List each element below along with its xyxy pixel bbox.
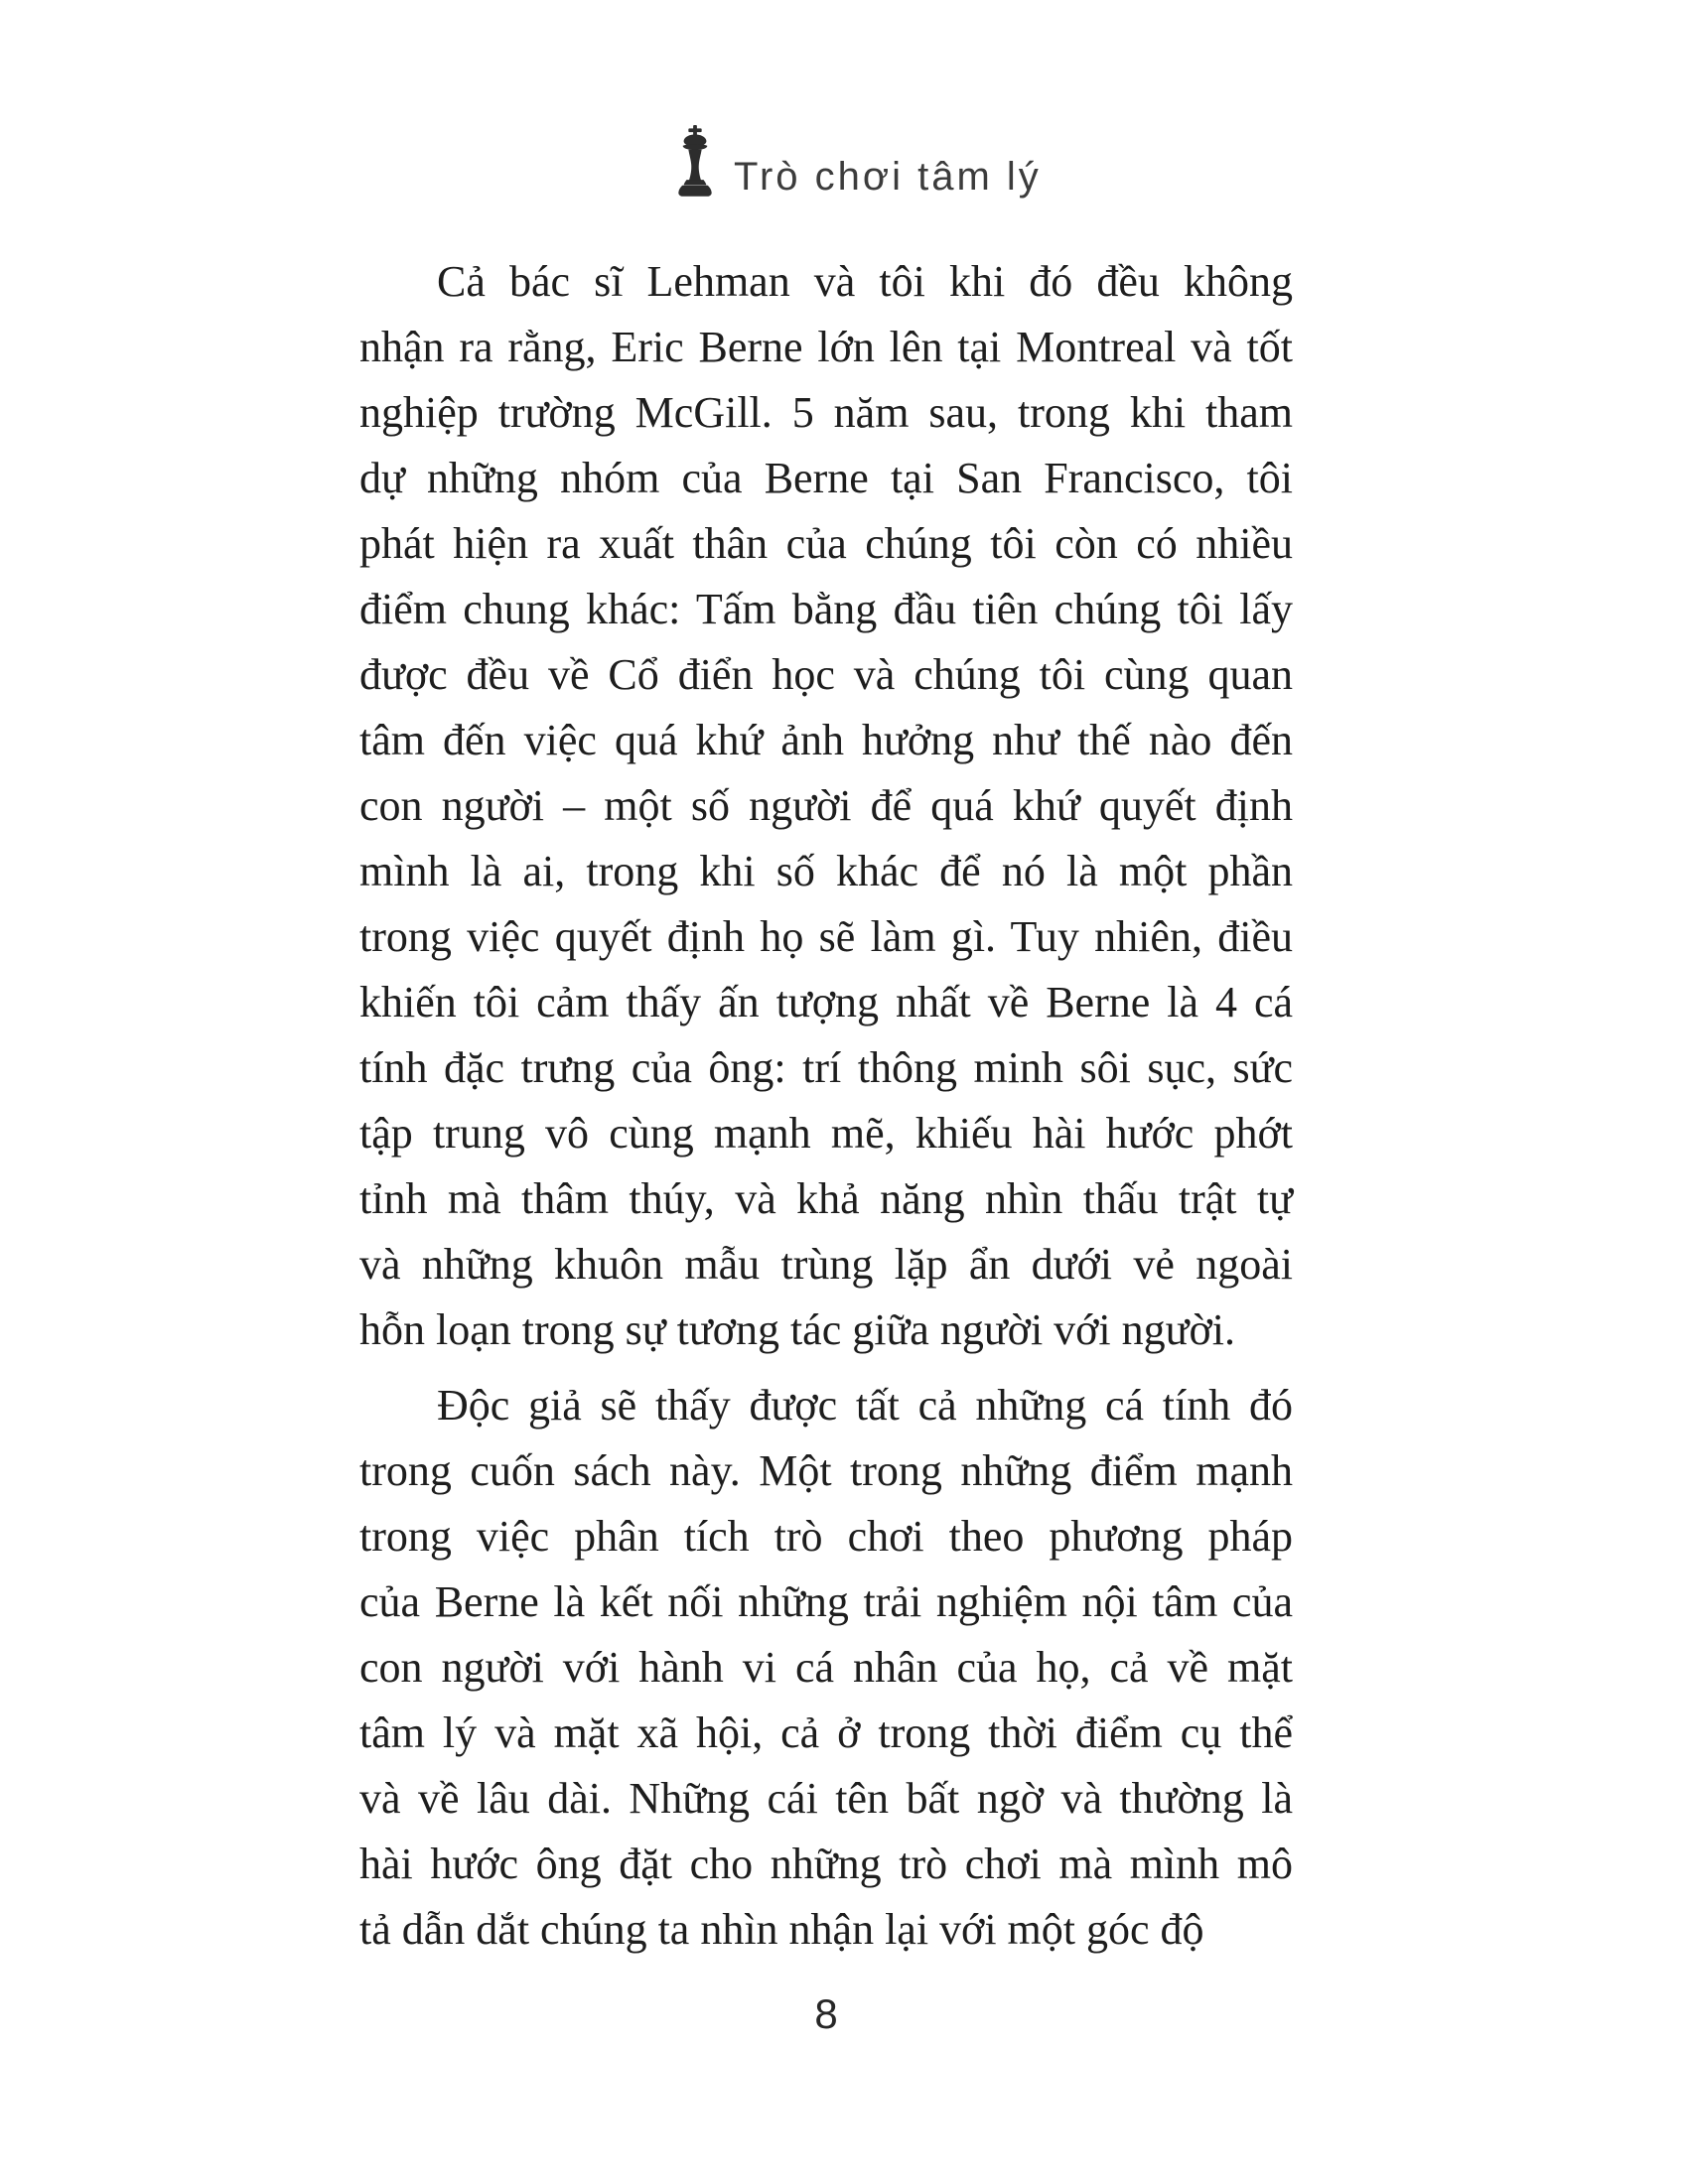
text-line: con người – một số người để quá khứ quyết định [359, 781, 1293, 830]
paragraph [359, 249, 1293, 1363]
text-line: con người với hành vi cá nhân của họ, cả về mặt [359, 1643, 1293, 1692]
text-line: nhận ra rằng, Eric Berne lớn lên tại Montreal và tốt [359, 323, 1293, 371]
text-line: và những khuôn mẫu trùng lặp ẩn dưới vẻ ngoài [359, 1240, 1293, 1289]
text-line: dự những nhóm của Berne tại San Francisco, tôi [359, 454, 1293, 502]
text-line: được đều về Cổ điển học và chúng tôi cùng quan [359, 650, 1293, 699]
paragraph [359, 1373, 1293, 1963]
text-line: tâm lý và mặt xã hội, cả ở trong thời điểm cụ thể [359, 1708, 1293, 1757]
text-line: hỗn loạn trong sự tương tác giữa người với người. [359, 1305, 1235, 1354]
text-line: tả dẫn dắt chúng ta nhìn nhận lại với một góc độ [359, 1905, 1204, 1954]
text-line: của Berne là kết nối những trải nghiệm nội tâm của [359, 1577, 1293, 1626]
running-header-title: Trò chơi tâm lý [734, 155, 1042, 199]
text-line: nghiệp trường McGill. 5 năm sau, trong khi tham [359, 388, 1293, 437]
text-line: điểm chung khác: Tấm bằng đầu tiên chúng tôi lấy [359, 585, 1293, 633]
text-line: tập trung vô cùng mạnh mẽ, khiếu hài hước phớt [359, 1109, 1293, 1158]
page-number: 8 [814, 1990, 838, 2037]
text-line: trong việc quyết định họ sẽ làm gì. Tuy nhiên, điều [359, 912, 1293, 961]
text-line: hài hước ông đặt cho những trò chơi mà mình mô [359, 1840, 1293, 1888]
text-block [359, 249, 1293, 1963]
text-line: tỉnh mà thâm thúy, và khả năng nhìn thấu trật tự [359, 1174, 1293, 1223]
text-line: trong việc phân tích trò chơi theo phương pháp [359, 1512, 1293, 1561]
text-line: khiến tôi cảm thấy ấn tượng nhất về Berne là 4 cá [359, 978, 1293, 1026]
text-line: và về lâu dài. Những cái tên bất ngờ và thường là [359, 1774, 1293, 1823]
text-line: phát hiện ra xuất thân của chúng tôi còn có nhiều [359, 519, 1293, 568]
running-header [676, 125, 1042, 201]
text-line: trong cuốn sách này. Một trong những điểm mạnh [359, 1446, 1293, 1495]
text-line: tính đặc trưng của ông: trí thông minh sôi sục, sức [359, 1043, 1293, 1092]
text-line: mình là ai, trong khi số khác để nó là một phần [359, 847, 1293, 895]
text-line: tâm đến việc quá khứ ảnh hưởng như thế nào đến [359, 716, 1293, 764]
text-line: Cả bác sĩ Lehman và tôi khi đó đều không [437, 257, 1293, 306]
text-line: Độc giả sẽ thấy được tất cả những cá tính đó [437, 1381, 1293, 1430]
chess-king-icon [676, 125, 714, 201]
